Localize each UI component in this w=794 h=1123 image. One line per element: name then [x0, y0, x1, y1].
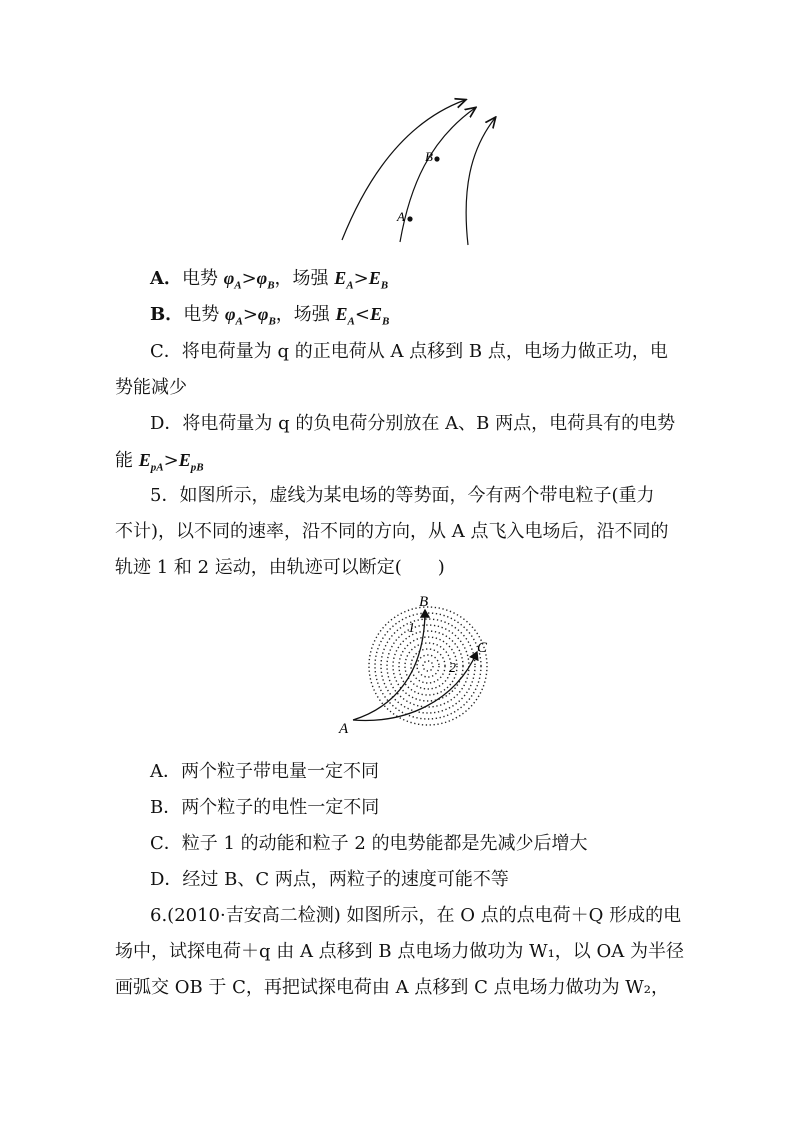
q5-option-b: B．两个粒子的电性一定不同 — [150, 797, 380, 818]
point-b-dot — [434, 156, 439, 161]
q5-stem-line1: 5．如图所示，虚线为某电场的等势面，今有两个带电粒子(重力 — [150, 485, 655, 506]
point-b-label: B — [425, 149, 433, 164]
field-line-right — [466, 118, 495, 245]
point-c-label: C — [477, 640, 488, 656]
field-line-middle — [400, 108, 475, 242]
field-lines-figure — [330, 90, 510, 250]
point-a-label: A — [339, 721, 349, 737]
q4-option-c-line1: C．将电荷量为 q 的正电荷从 A 点移到 B 点，电场力做正功，电 — [150, 341, 668, 362]
q4-option-c-line2: 势能减少 — [115, 377, 187, 398]
q5-stem-line3: 轨迹 1 和 2 运动，由轨迹可以断定( ) — [115, 557, 445, 578]
q5-option-d: D．经过 B、C 两点，两粒子的速度可能不等 — [150, 869, 509, 890]
point-a-label: A — [397, 209, 405, 224]
point-a-dot — [407, 216, 412, 221]
q5-option-a: A．两个粒子带电量一定不同 — [150, 761, 379, 782]
q4-option-d-line2: 能 $E_{pA}>E_{pB}$ — [115, 450, 204, 474]
q6-stem-line2: 场中，试探电荷＋q 由 A 点移到 B 点电场力做功为 W₁，以 OA 为半径 — [115, 941, 684, 962]
trajectory-1-label: 1 — [408, 621, 415, 636]
q5-option-c: C．粒子 1 的动能和粒子 2 的电势能都是先减少后增大 — [150, 833, 588, 854]
trajectory-2-label: 2 — [449, 661, 456, 676]
q4-option-a: A．电势 $\varphi_A>\varphi_B$，场强 $E_A>E_B$ — [150, 268, 389, 292]
q4-option-d-line1: D．将电荷量为 q 的负电荷分别放在 A、B 两点，电荷具有的电势 — [150, 413, 676, 434]
q6-stem-line1: 6.(2010·吉安高二检测) 如图所示，在 O 点的点电荷＋Q 形成的电 — [150, 905, 682, 926]
q5-stem-line2: 不计)，以不同的速率，沿不同的方向，从 A 点飞入电场后，沿不同的 — [115, 521, 669, 542]
point-b-label: B — [419, 594, 429, 610]
equipotential-figure — [335, 592, 505, 737]
q6-stem-line3: 画弧交 OB 于 C，再把试探电荷由 A 点移到 C 点电场力做功为 W₂， — [115, 977, 670, 998]
q4-option-b: B．电势 $\varphi_A>\varphi_B$，场强 $E_A<E_B$ — [150, 304, 390, 328]
